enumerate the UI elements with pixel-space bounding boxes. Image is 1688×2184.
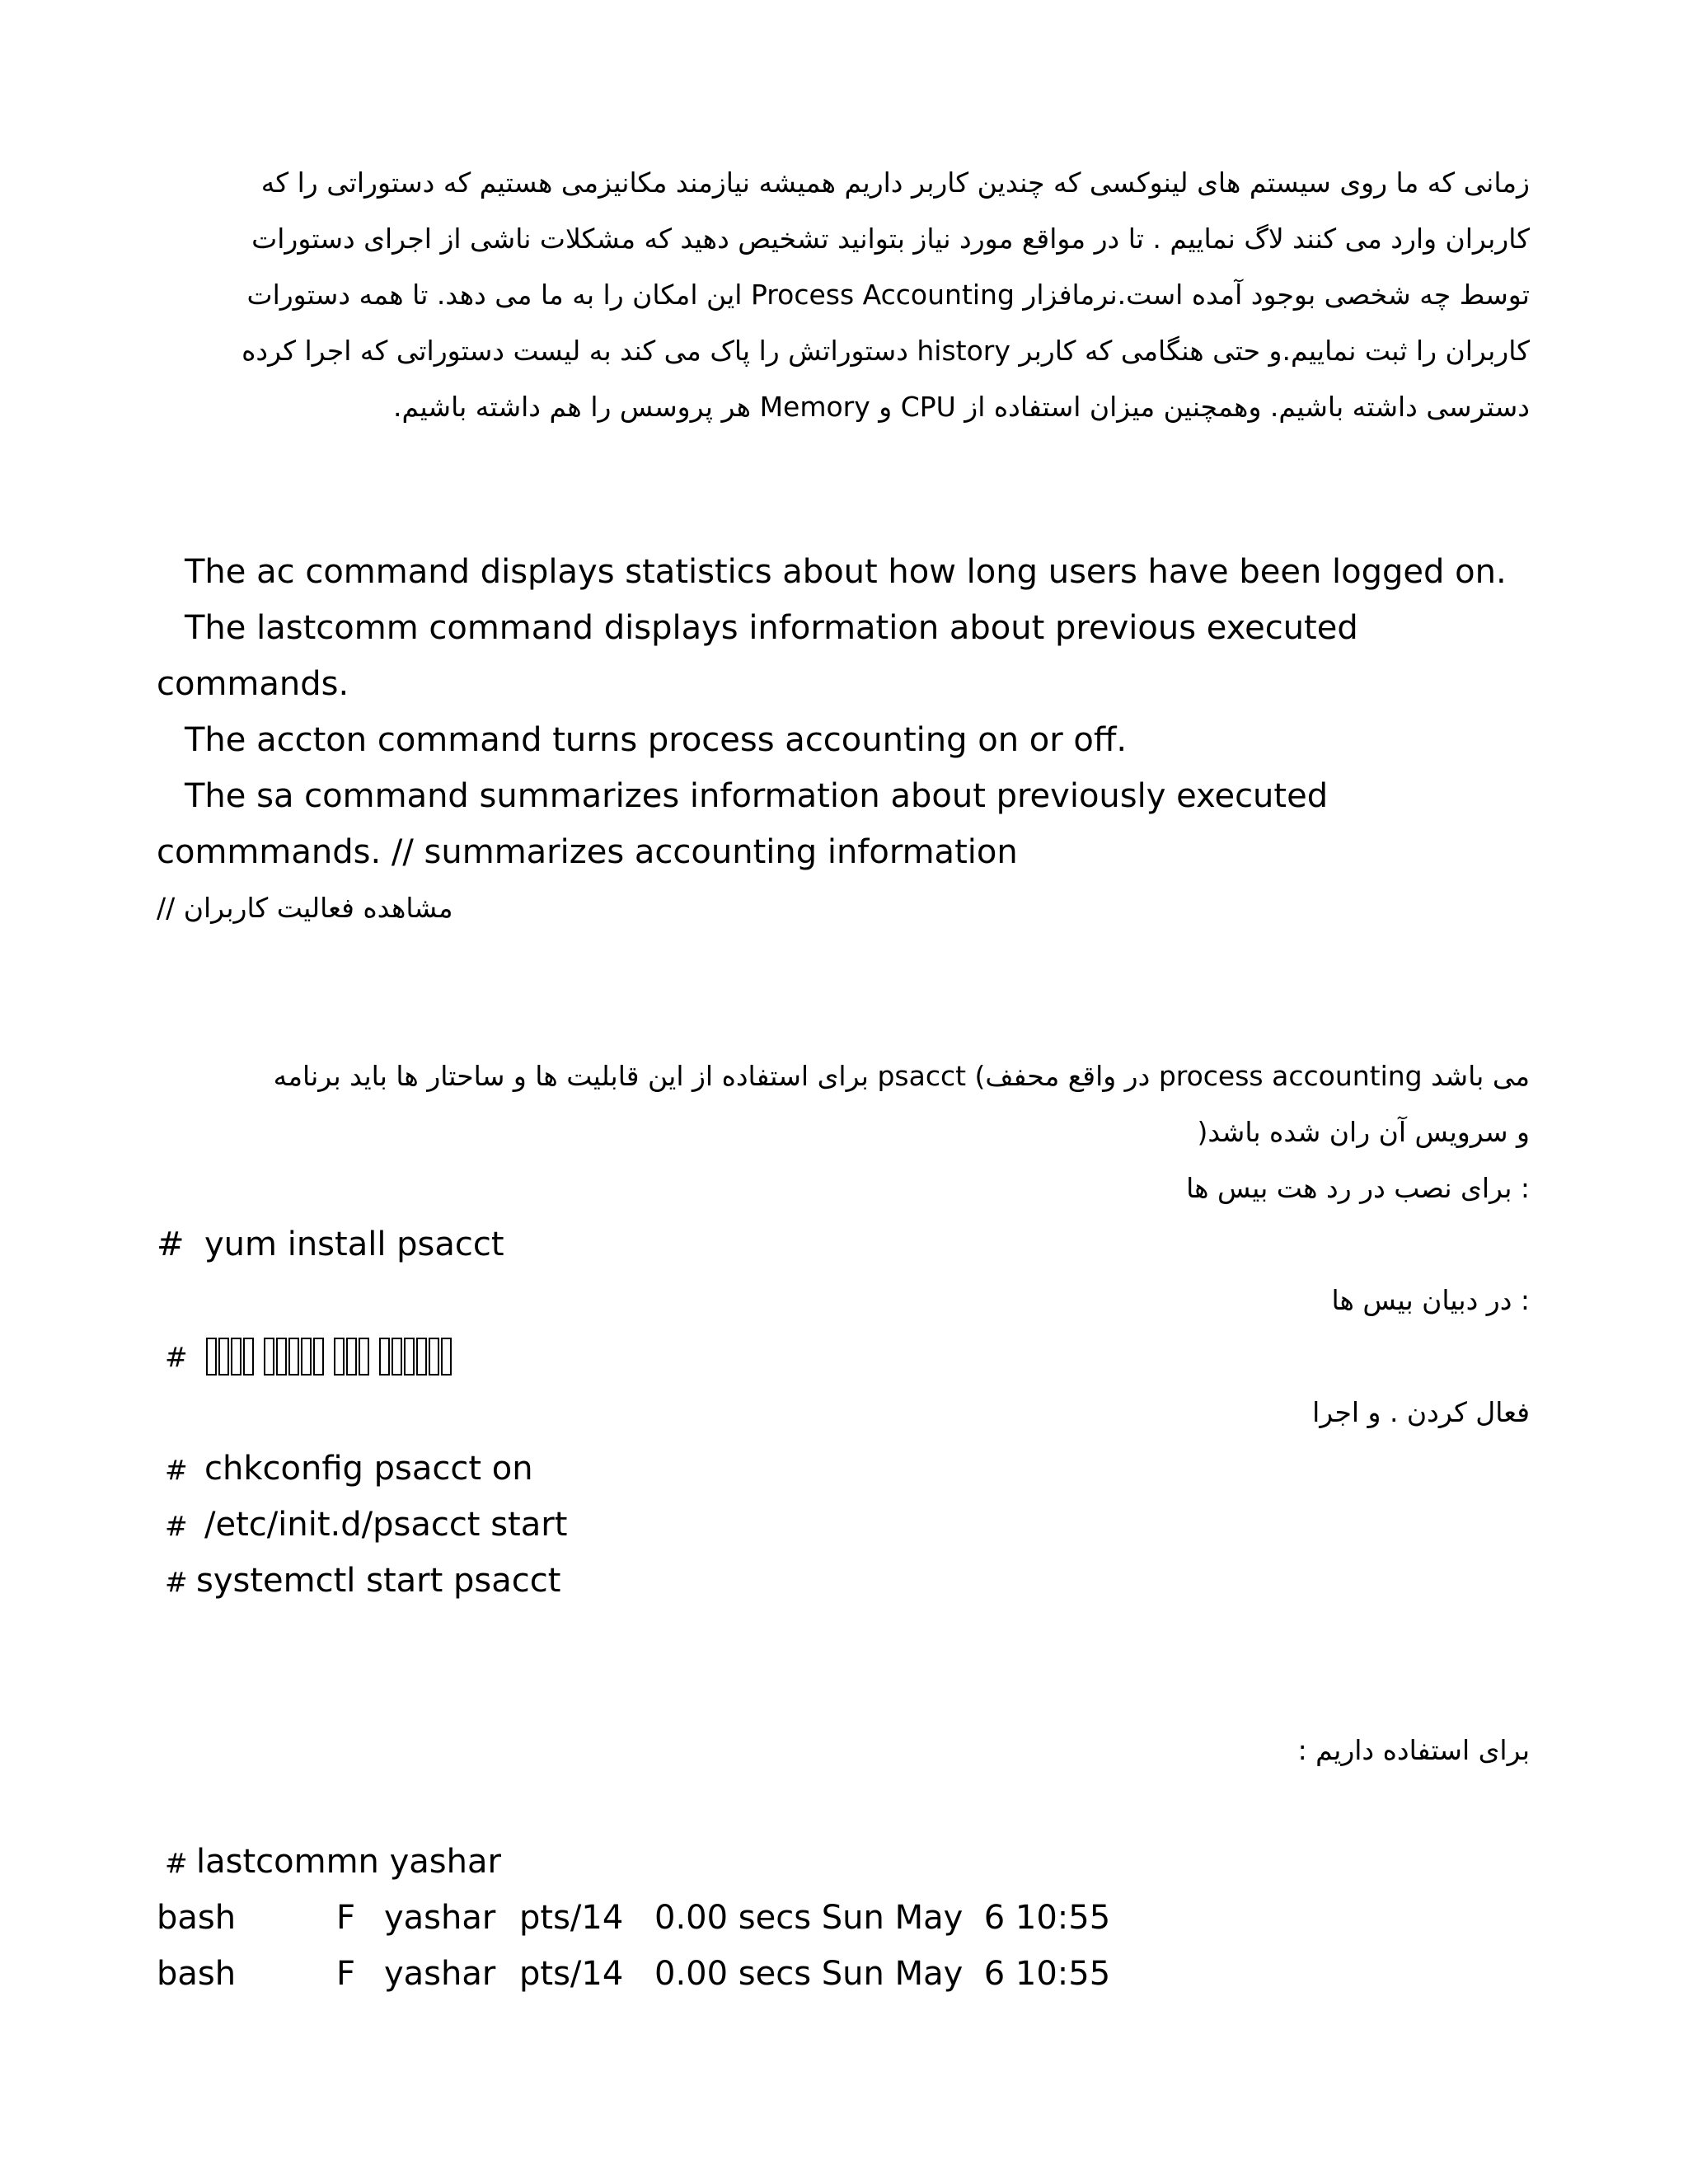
missing-glyph [313,1338,324,1376]
missing-glyph [334,1338,345,1376]
user-activity-comment: مشاهده فعالیت کاربران // [157,892,453,924]
yum-command-text: yum install psacct [204,1226,504,1263]
chkconfig-command-text: chkconfig psacct on [204,1450,533,1488]
intro-line: کاربران را ثبت نماییم.و حتی هنگامی که کاربر history دستوراتش را پاک می کند به لیست دستوراتی که اجرا کرده [241,335,1530,367]
missing-glyph [288,1338,299,1376]
lastcomm-description-cont: commands. [157,665,349,703]
systemctl-command [165,1553,560,1610]
output-user: yashar [384,1899,496,1937]
intro-line: زمانی که ما روی سیستم های لینوکسی که چندین کاربر داریم همیشه نیازمند مکانیزمی هستیم که دستوراتی را که [260,166,1530,199]
debian-install-command-glyphs [165,1329,453,1385]
lastcomm-command [165,1834,501,1891]
missing-glyph [429,1338,439,1376]
prompt-hash: # [165,1510,188,1542]
sa-description-cont: commmands. // summarizes accounting information [157,833,1018,871]
accton-description: The accton command turns process accounting on or off. [185,721,1128,759]
psacct-intro-line1: می باشد process accounting در واقع محفف) psacct برای استفاده از این قابلیت ها و ساحتار ها باید برنامه [273,1060,1530,1092]
prompt-hash: # [157,1226,185,1263]
output-flag: F [336,1899,356,1937]
missing-glyph [416,1338,427,1376]
yum-install-command [157,1216,504,1272]
output-time: 0.00 secs Sun May 6 10:55 [654,1899,1111,1937]
missing-glyph [441,1338,452,1376]
debian-install-label: : در دبیان بیس ها [1331,1284,1530,1316]
lastcomm-description: The lastcomm command displays information about previous executed [185,609,1358,647]
intro-paragraph [158,155,1530,435]
prompt-hash: # [165,1340,188,1373]
chkconfig-command [165,1441,533,1498]
psacct-intro-line2: و سرویس آن ران شده باشد( [1197,1116,1530,1148]
prompt-hash: # [165,1454,188,1486]
output-tty: pts/14 [519,1899,624,1937]
prompt-hash: # [165,1847,188,1879]
initd-command [165,1497,567,1554]
missing-glyph [301,1338,312,1376]
redhat-install-label: : برای نصب در رد هت بیس ها [1186,1172,1530,1204]
lastcomm-command-text: lastcommn yashar [196,1843,501,1881]
missing-glyph [276,1338,287,1376]
output-row [157,1890,1146,1946]
output-flag: F [336,1955,356,1993]
initd-command-text: /etc/init.d/psacct start [204,1506,568,1544]
missing-glyph [346,1338,357,1376]
output-command: bash [157,1955,237,1993]
intro-line: کاربران وارد می کنند لاگ نماییم . تا در مواقع مورد نیاز بتوانید تشخیص دهید که مشکلات ناشی از اجرای دستورات [251,223,1530,255]
systemctl-command-text: systemctl start psacct [196,1562,561,1600]
output-row [157,1946,1146,2002]
intro-line: دسترسی داشته باشیم. وهمچنین میزان استفاده از CPU و Memory هر پروسس را هم داشته باشیم. [393,391,1530,423]
missing-glyph [359,1338,369,1376]
missing-glyph [243,1338,254,1376]
missing-glyph [404,1338,415,1376]
usage-label: برای استفاده داریم : [1297,1734,1530,1766]
missing-glyph [206,1338,217,1376]
prompt-hash: # [165,1566,188,1598]
output-tty: pts/14 [519,1955,624,1993]
missing-glyph [392,1338,402,1376]
missing-glyph [264,1338,274,1376]
intro-line: توسط چه شخصی بوجود آمده است.نرمافزار Process Accounting این امکان را به ما می دهد. تا همه دستورات [246,279,1530,311]
sa-description: The sa command summarizes information about previously executed [185,777,1329,815]
output-command: bash [157,1899,237,1937]
output-user: yashar [384,1955,496,1993]
missing-glyph [218,1338,229,1376]
output-time: 0.00 secs Sun May 6 10:55 [654,1955,1111,1993]
missing-glyph [379,1338,390,1376]
missing-glyph [231,1338,241,1376]
enable-label: فعال کردن . و اجرا [1312,1396,1530,1428]
ac-description: The ac command displays statistics about how long users have been logged on. [185,553,1507,591]
